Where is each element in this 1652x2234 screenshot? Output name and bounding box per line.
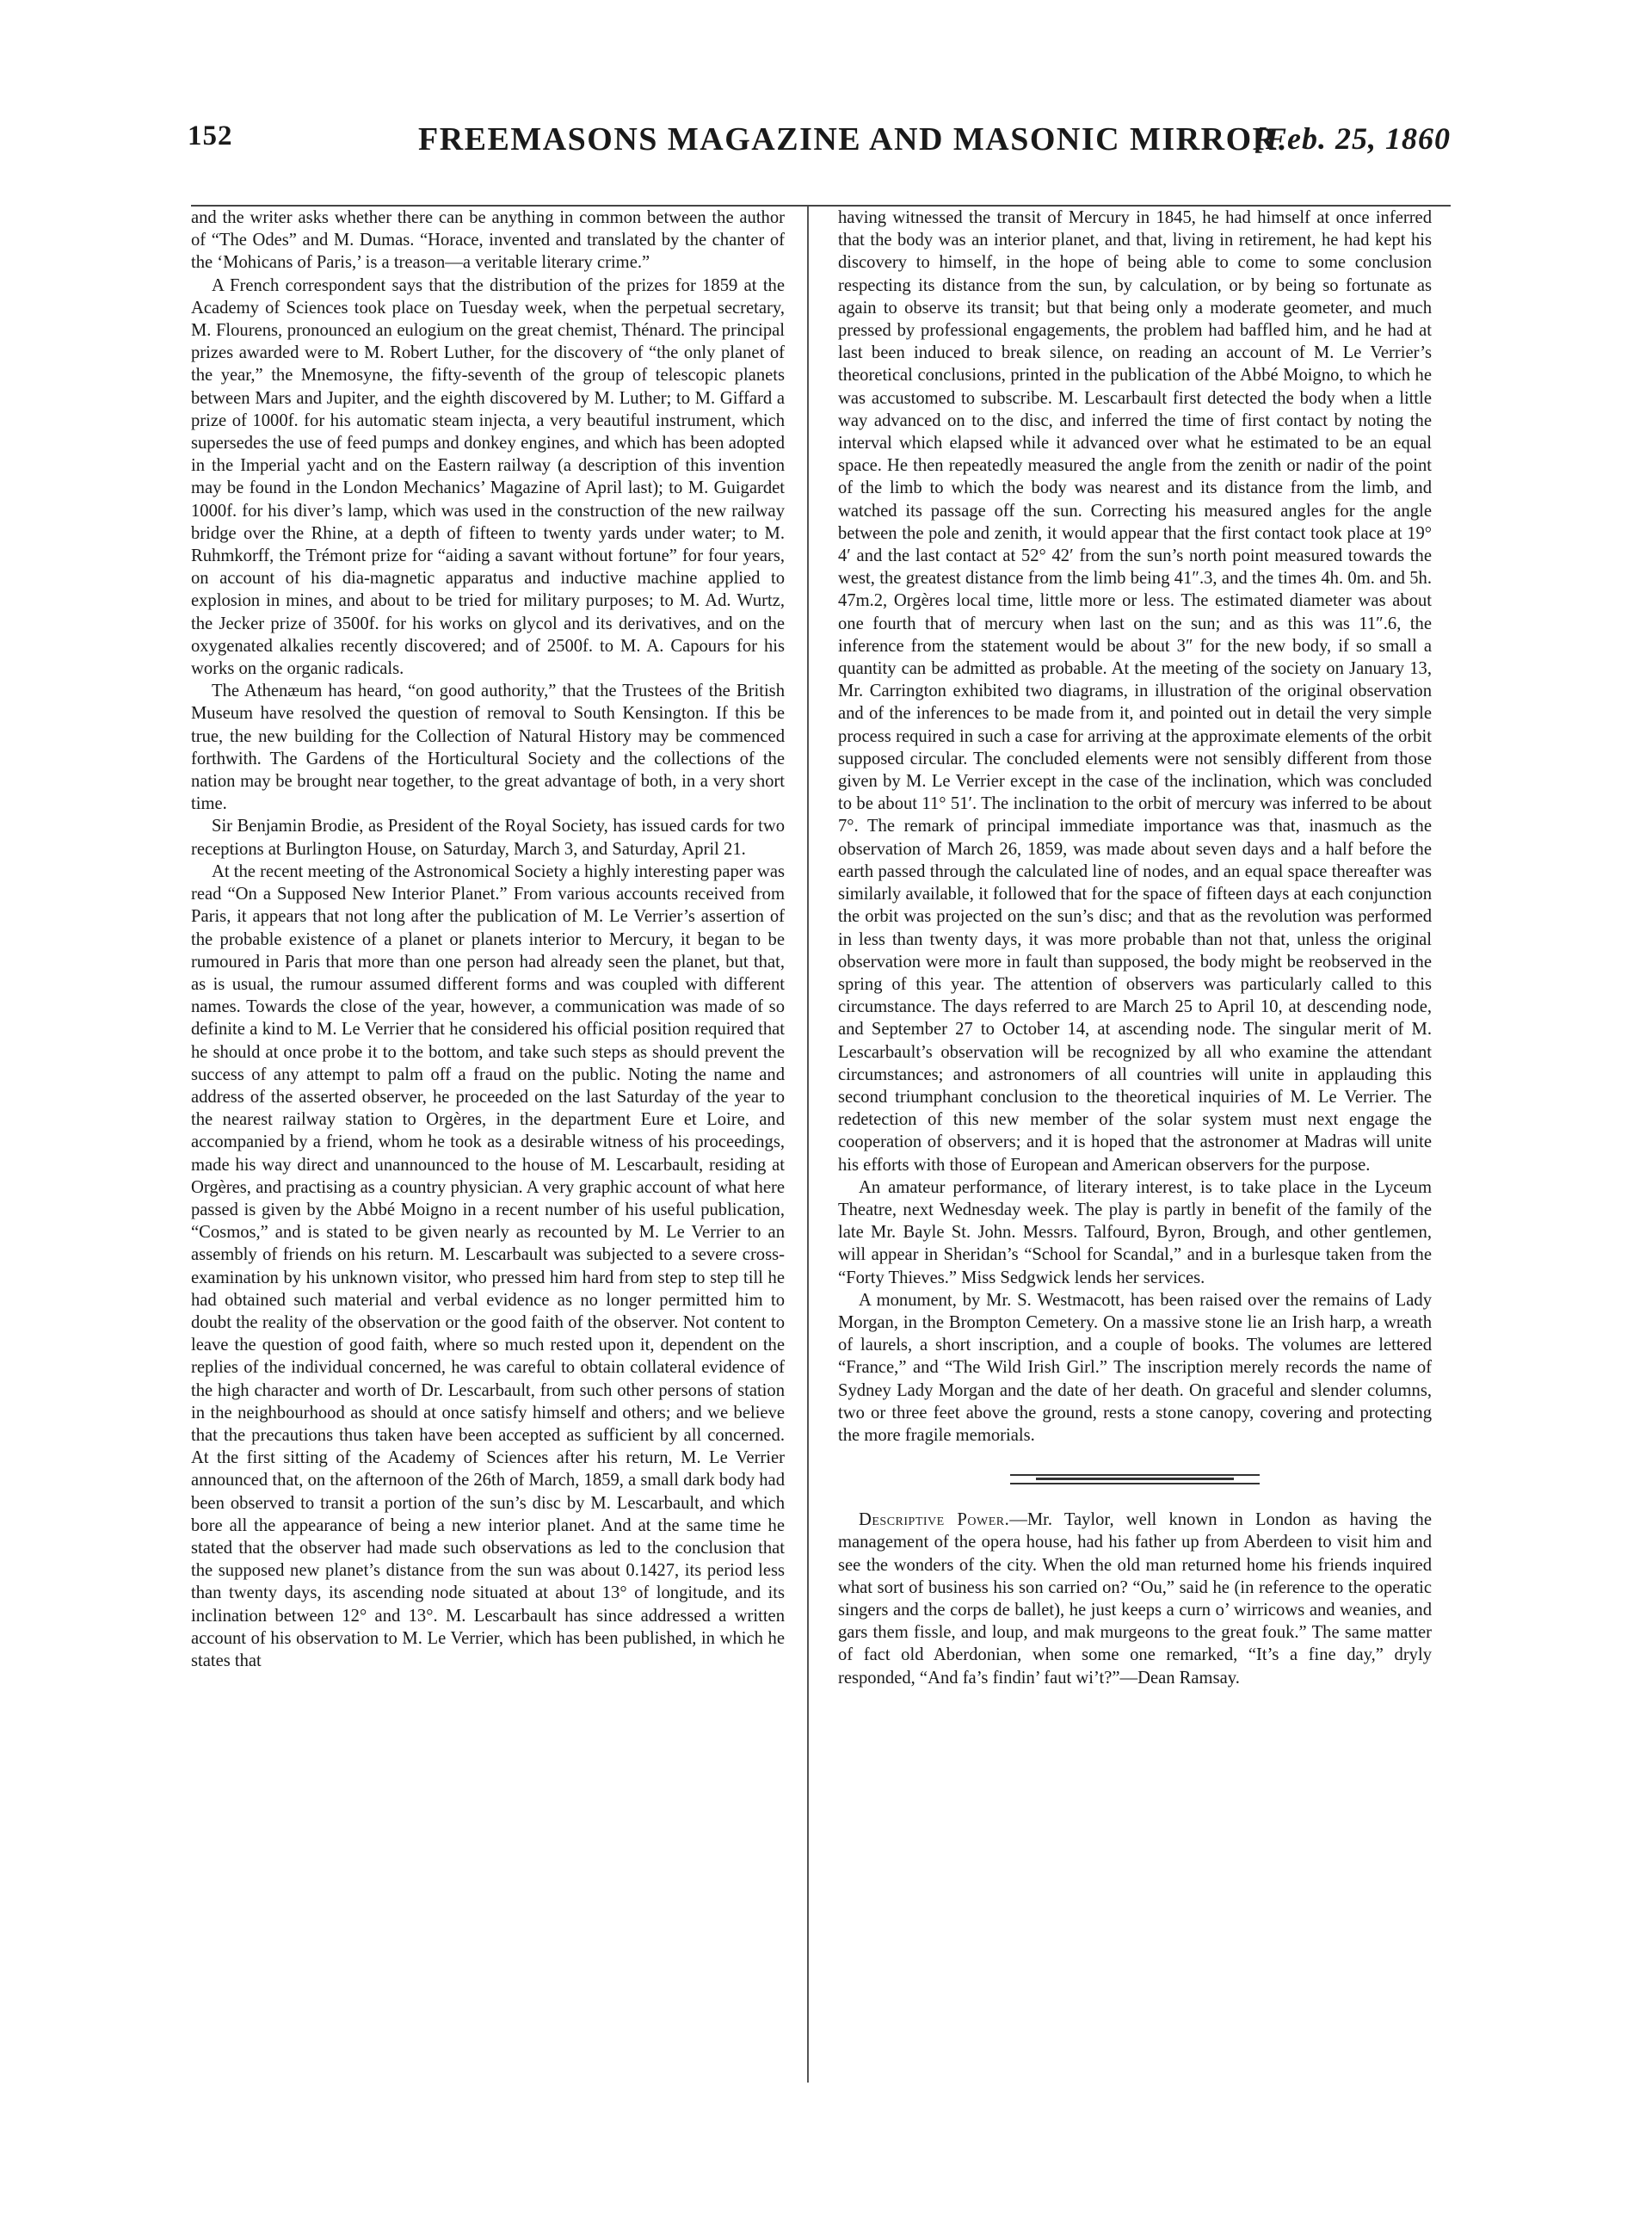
article-paragraph: The Athenæum has heard, “on good authority,” that the Trustees of the British Museum have resolved the question of removal to South Kensington. If this be true, the new building for the Collection of Natural History may be commenced forthwith. The Gardens of the Horticultural Society and the collections of the nation may be brought near together, to the great advantage of both, in a very short time. [191, 682, 785, 814]
left-column [191, 207, 785, 1672]
article-paragraph: Sir Benjamin Brodie, as President of the Royal Society, has issued cards for two receptions at Burlington House, on Saturday, March 3, and Saturday, April 21. [191, 817, 785, 859]
article-paragraph: having witnessed the transit of Mercury in 1845, he had himself at once inferred that the body was an interior planet, and that, living in retirement, he had kept his discovery to himself, in the hope of being able to come to some conclusion respecting its distance from the sun, by calculation, or by being so fortunate as again to observe its transit; but that being only a moderate geometer, and much pressed by professional engagements, the problem had baffled him, and he had at last been induced to break silence, on reading an account of M. Le Verrier’s theoretical conclusions, printed in the publication of the Abbé Moigno, to which he was accustomed to subscribe. M. Lescarbault first detected the body when a little way advanced on to the disc, and inferred the time of first contact by noting the interval which elapsed while it advanced over what he estimated to be an equal space. He then repeatedly measured the angle from the zenith or nadir of the point of the limb to which the body was nearest and its distance from the limb, and watched its passage off the sun. Correcting his measured angles for the angle between the pole and zenith, it would appear that the first contact took place at 19° 4′ and the last contact at 52° 42′ from the sun’s north point measured towards the west, the greatest distance from the limb being 41″.3, and the times 4h. 0m. and 5h. 47m.2, Orgères local time, little more or less. The estimated diameter was about one fourth that of mercury when last on the sun; and as this was 11″.6, the inference from the statement would be about 3″ for the new body, if so small a quantity can be admitted as probable. At the meeting of the society on January 13, Mr. Carrington exhibited two diagrams, in illustration of the original observation and of the inferences to be made from it, and pointed out in detail the very simple process required in such a case for arriving at the approximate elements of the orbit supposed circular. The concluded elements were not sensibly different from those given by M. Le Verrier except in the case of the inclination, which was concluded to be about 11° 51′. The inclination to the orbit of mercury was inferred to be about 7°. The remark of principal immediate importance was that, inasmuch as the observation of March 26, 1859, was made about seven days and a half before the earth passed through the calculated line of nodes, and an equal space thereafter was similarly available, it followed that for the space of fifteen days at each conjunction the orbit was projected on the sun’s disc; and that as the revolution was performed in less than twenty days, it was more probable than not that, unless the original observation were more in fault than supposed, the body might be reobserved in the spring of this year. The attention of observers was particularly called to this circumstance. The days referred to are March 25 to April 10, at descending node, and September 27 to October 14, at ascending node. The singular merit of M. Lescarbault’s observation will be recognized by all who examine the attendant circumstances; and astronomers of all countries will unite in applauding this second triumphant conclusion to the theoretical inquiries of M. Le Verrier. The redetection of this new member of the solar system must next engage the cooperation of observers; and it is hoped that the astronomer at Madras will unite his efforts with those of European and American observers for the purpose. [838, 208, 1432, 1175]
article-paragraph: and the writer asks whether there can be anything in common between the author of “The Odes” and M. Dumas. “Horace, invented and translated by the chanter of the ‘Mohicans of Paris,’ is a treason—a veritable literary crime.” [191, 208, 785, 273]
article-paragraph: An amateur performance, of literary interest, is to take place in the Lyceum Theatre, next Wednesday week. The play is partly in benefit of the family of the late Mr. Bayle St. John. Messrs. Talfourd, Byron, Brough, and other gentlemen, will appear in Sheridan’s “School for Scandal,” and in a burlesque taken from the “Forty Thieves.” Miss Sedgwick lends her services. [838, 1177, 1432, 1287]
masthead-title: FREEMASONS MAGAZINE AND MASONIC MIRROR. [418, 121, 1287, 157]
column-divider [807, 207, 809, 2083]
article-paragraph: A monument, by Mr. S. Westmacott, has been raised over the remains of Lady Morgan, in the Brompton Cemetery. On a massive stone lie an Irish harp, a wreath of laurels, a short inscription, and a couple of books. The volumes are lettered “France,” and “The Wild Irish Girl.” The inscription merely records the name of Sydney Lady Morgan and the date of her death. On graceful and slender columns, two or three feet above the ground, rests a stone canopy, covering and protecting the more fragile memorials. [838, 1290, 1432, 1445]
page-header [188, 120, 1451, 172]
anecdote-text: —Mr. Taylor, well known in London as having the management of the opera house, had his father up from Aberdeen to visit him and see the wonders of the city. When the old man returned home his friends inquired what sort of business his son carried on? “Ou,” said he (in reference to the operatic singers and the corps de ballet), he just keeps a curn o’ wirricows and weanies, and gars them fissle, and loup, and mak murgeons to the great fouk.” The same matter of fact old Aberdonian, when some one remarked, “It’s a fine day,” dryly responded, “And fa’s findin’ faut wi’t?”—Dean Ramsay. [838, 1510, 1432, 1688]
section-ornament [1010, 1472, 1260, 1484]
article-paragraph: A French correspondent says that the distribution of the prizes for 1859 at the Academy of Sciences took place on Tuesday week, when the perpetual secretary, M. Flourens, pronounced an eulogium on the great chemist, Thénard. The principal prizes awarded were to M. Robert Luther, for the discovery of “the only planet of the year,” the Mnemosyne, the fifty-seventh of the group of telescopic planets between Mars and Jupiter, and the eighth discovered by M. Luther; to M. Giffard a prize of 1000f. for his automatic steam injecta, a very beautiful instrument, which supersedes the use of feed pumps and donkey engines, and which has been adopted in the Imperial yacht and on the Eastern railway (a description of this invention may be found in the London Mechanics’ Magazine of April last); to M. Guigardet 1000f. for his diver’s lamp, which was used in the construction of the new railway bridge over the Rhine, at a depth of fifteen to twenty yards under water; to M. Ruhmkorff, the Trémont prize for “aiding a savant without fortune” for four years, on account of his dia-magnetic apparatus and inductive machine applied to explosion in mines, and about to be tried for military purposes; to M. Ad. Wurtz, the Jecker prize of 3500f. for his works on glycol and its derivatives, and on the oxygenated alkalies recently discovered; and of 2500f. to M. A. Capours for his works on the organic radicals. [191, 275, 785, 679]
anecdote-heading: Descriptive Power. [859, 1510, 1010, 1530]
page-number: 152 [188, 120, 233, 151]
issue-date: [Feb. 25, 1860 [1254, 121, 1451, 156]
anecdote-paragraph [838, 1509, 1432, 1689]
article-paragraph: At the recent meeting of the Astronomical Society a highly interesting paper was read “On a Supposed New Interior Planet.” From various accounts received from Paris, it appears that not long after the publication of M. Le Verrier’s assertion of the probable existence of a planet or planets interior to Mercury, it began to be rumoured in Paris that more than one person had already seen the planet, but that, as is usual, the rumour assumed different forms and was coupled with different names. Towards the close of the year, however, a communication was made of so definite a kind to M. Le Verrier that he considered his official position required that he should at once probe it to the bottom, and take such steps as should prevent the success of any attempt to palm off a fraud on the public. Noting the name and address of the asserted observer, he proceeded on the last Saturday of the year to the nearest railway station to Orgères, in the department Eure et Loire, and accompanied by a friend, whom he took as a desirable witness of his proceedings, made his way direct and unannounced to the house of M. Lescarbault, residing at Orgères, and practising as a country physician. A very graphic account of what here passed is given by the Abbé Moigno in a recent number of his useful publication, “Cosmos,” and is stated to be given nearly as recounted by M. Le Verrier to an assembly of friends on his return. M. Lescarbault was subjected to a severe cross-examination by his unknown visitor, who pressed him hard from step to step till he had obtained such material and verbal evidence as no longer permitted him to doubt the reality of the observation or the good faith of the observer. Not content to leave the question of good faith, where so much rested upon it, dependent on the replies of the individual concerned, he was careful to obtain collateral evidence of the high character and worth of Dr. Lescarbault, from such other persons of station in the neighbourhood as should at once satisfy himself and others; and we believe that the precautions thus taken have been accepted as sufficient by all concerned. At the first sitting of the Academy of Sciences after his return, M. Le Verrier announced that, on the afternoon of the 26th of March, 1859, a small dark body had been observed to transit a portion of the sun’s disc by M. Lescarbault, and which bore all the appearance of being a new interior planet. And at the same time he stated that the observer had made such observations as led to the conclusion that the supposed new planet’s distance from the sun was about 0.1427, its period less than twenty days, its ascending node situated at about 13° of longitude, and its inclination between 12° and 13°. M. Lescarbault has since addressed a written account of his observation to M. Le Verrier, which has been published, in which he states that [191, 861, 785, 1670]
right-column [838, 207, 1432, 1689]
